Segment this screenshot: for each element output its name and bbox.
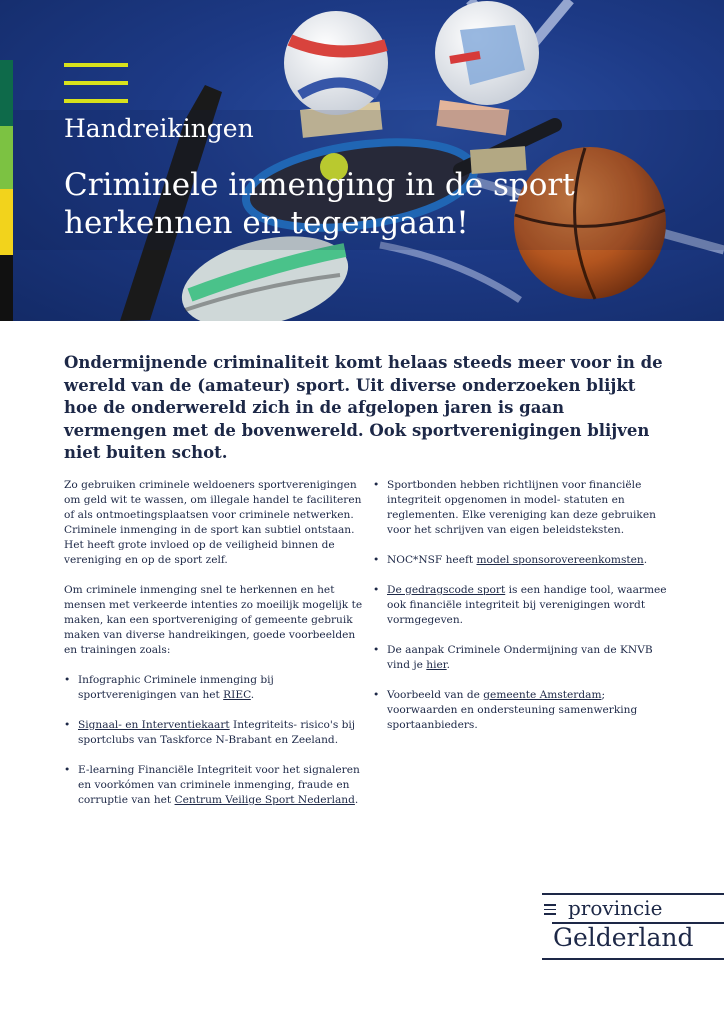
resources-list-right [373, 478, 673, 733]
right-column [373, 478, 673, 748]
list-item: • E-learning Financiële Integriteit voor het signaleren en voorkómen van criminele inmenging, fraude en corruptie van het Centrum Veilige Sport Nederland. [64, 763, 364, 808]
left-column [64, 478, 364, 823]
knvb-hier-link[interactable]: hier [426, 659, 447, 671]
intro-paragraph: Zo gebruiken criminele weldoeners sportverenigingen om geld wit te wassen, om illegale handel te faciliteren of als ontmoetingsplaatsen voor criminele netwerken. Criminele inmenging in de sport kan subtiel ontstaan. Het heeft grote invloed op de veiligheid binnen de vereniging en op de sport zelf. [64, 479, 362, 566]
model-sponsorovereenkomsten-link[interactable]: model sponsorovereenkomsten [476, 554, 644, 566]
logo-top-rule [542, 893, 724, 895]
list-item: • Voorbeeld van de gemeente Amsterdam; voorwaarden en ondersteuning samenwerking sportaanbieders. [373, 688, 673, 733]
logo-bottom-rule [542, 958, 724, 960]
list-item: • Sportbonden hebben richtlijnen voor financiële integriteit opgenomen in model- statuten en reglementen. Elke vereniging kan deze gebruiken voor het schrijven van eigen beleidsteksten. [373, 478, 673, 538]
page-kicker: Handreikingen [64, 114, 254, 143]
riec-link[interactable]: RIEC [223, 689, 251, 701]
list-item: • De aanpak Criminele Ondermijning van de KNVB vind je hier. [373, 643, 673, 673]
lead-paragraph: Ondermijnende criminaliteit komt helaas steeds meer voor in de wereld van de (amateur) sport. Uit diverse onderzoeken blijkt hoe de onderwereld zich in de afgelopen jaren is gaan vermengen met de bovenwereld. Ook sportverenigingen blijven niet buiten schot. [64, 353, 663, 462]
color-stripes [0, 60, 13, 321]
resources-list-left [64, 673, 364, 808]
stripe-black [0, 255, 13, 321]
logo-provincie-text: provincie [568, 896, 663, 920]
stripe-green-dark [0, 60, 13, 126]
gedragscode-sport-link[interactable]: De gedragscode sport [387, 584, 506, 596]
sports-equipment-photo [0, 0, 724, 321]
signaal-interventiekaart-link[interactable]: Signaal- en Interventiekaart [78, 719, 230, 731]
logo-gelderland-text: Gelderland [553, 923, 694, 952]
list-item: • Signaal- en Interventiekaart Integriteits- risico's bij sportclubs van Taskforce N-Brabant en Zeeland. [64, 718, 364, 748]
logo-lines-icon [544, 904, 556, 918]
hero-banner [0, 0, 724, 321]
gemeente-amsterdam-link[interactable]: gemeente Amsterdam [483, 689, 602, 701]
stripe-yellow [0, 189, 13, 255]
stripe-green-light [0, 126, 13, 189]
list-item: • De gedragscode sport is een handige tool, waarmee ook financiële integriteit bij verenigingen wordt vormgegeven. [373, 583, 673, 628]
list-item: • NOC*NSF heeft model sponsorovereenkomsten. [373, 553, 673, 568]
page-title: Criminele inmenging in de sport herkennen en tegengaan! [64, 167, 575, 241]
list-item: • Infographic Criminele inmenging bij sportverenigingen van het RIEC. [64, 673, 364, 703]
hamburger-icon [64, 63, 128, 117]
provincie-gelderland-logo [542, 893, 724, 961]
centrum-veilige-sport-link[interactable]: Centrum Veilige Sport Nederland [174, 794, 355, 806]
resources-intro-paragraph: Om criminele inmenging snel te herkennen en het mensen met verkeerde intenties zo moeilijk mogelijk te maken, kan een sportvereniging of gemeente gebruik maken van diverse handreikingen, goede voorbeelden en trainingen zoals: [64, 584, 363, 656]
